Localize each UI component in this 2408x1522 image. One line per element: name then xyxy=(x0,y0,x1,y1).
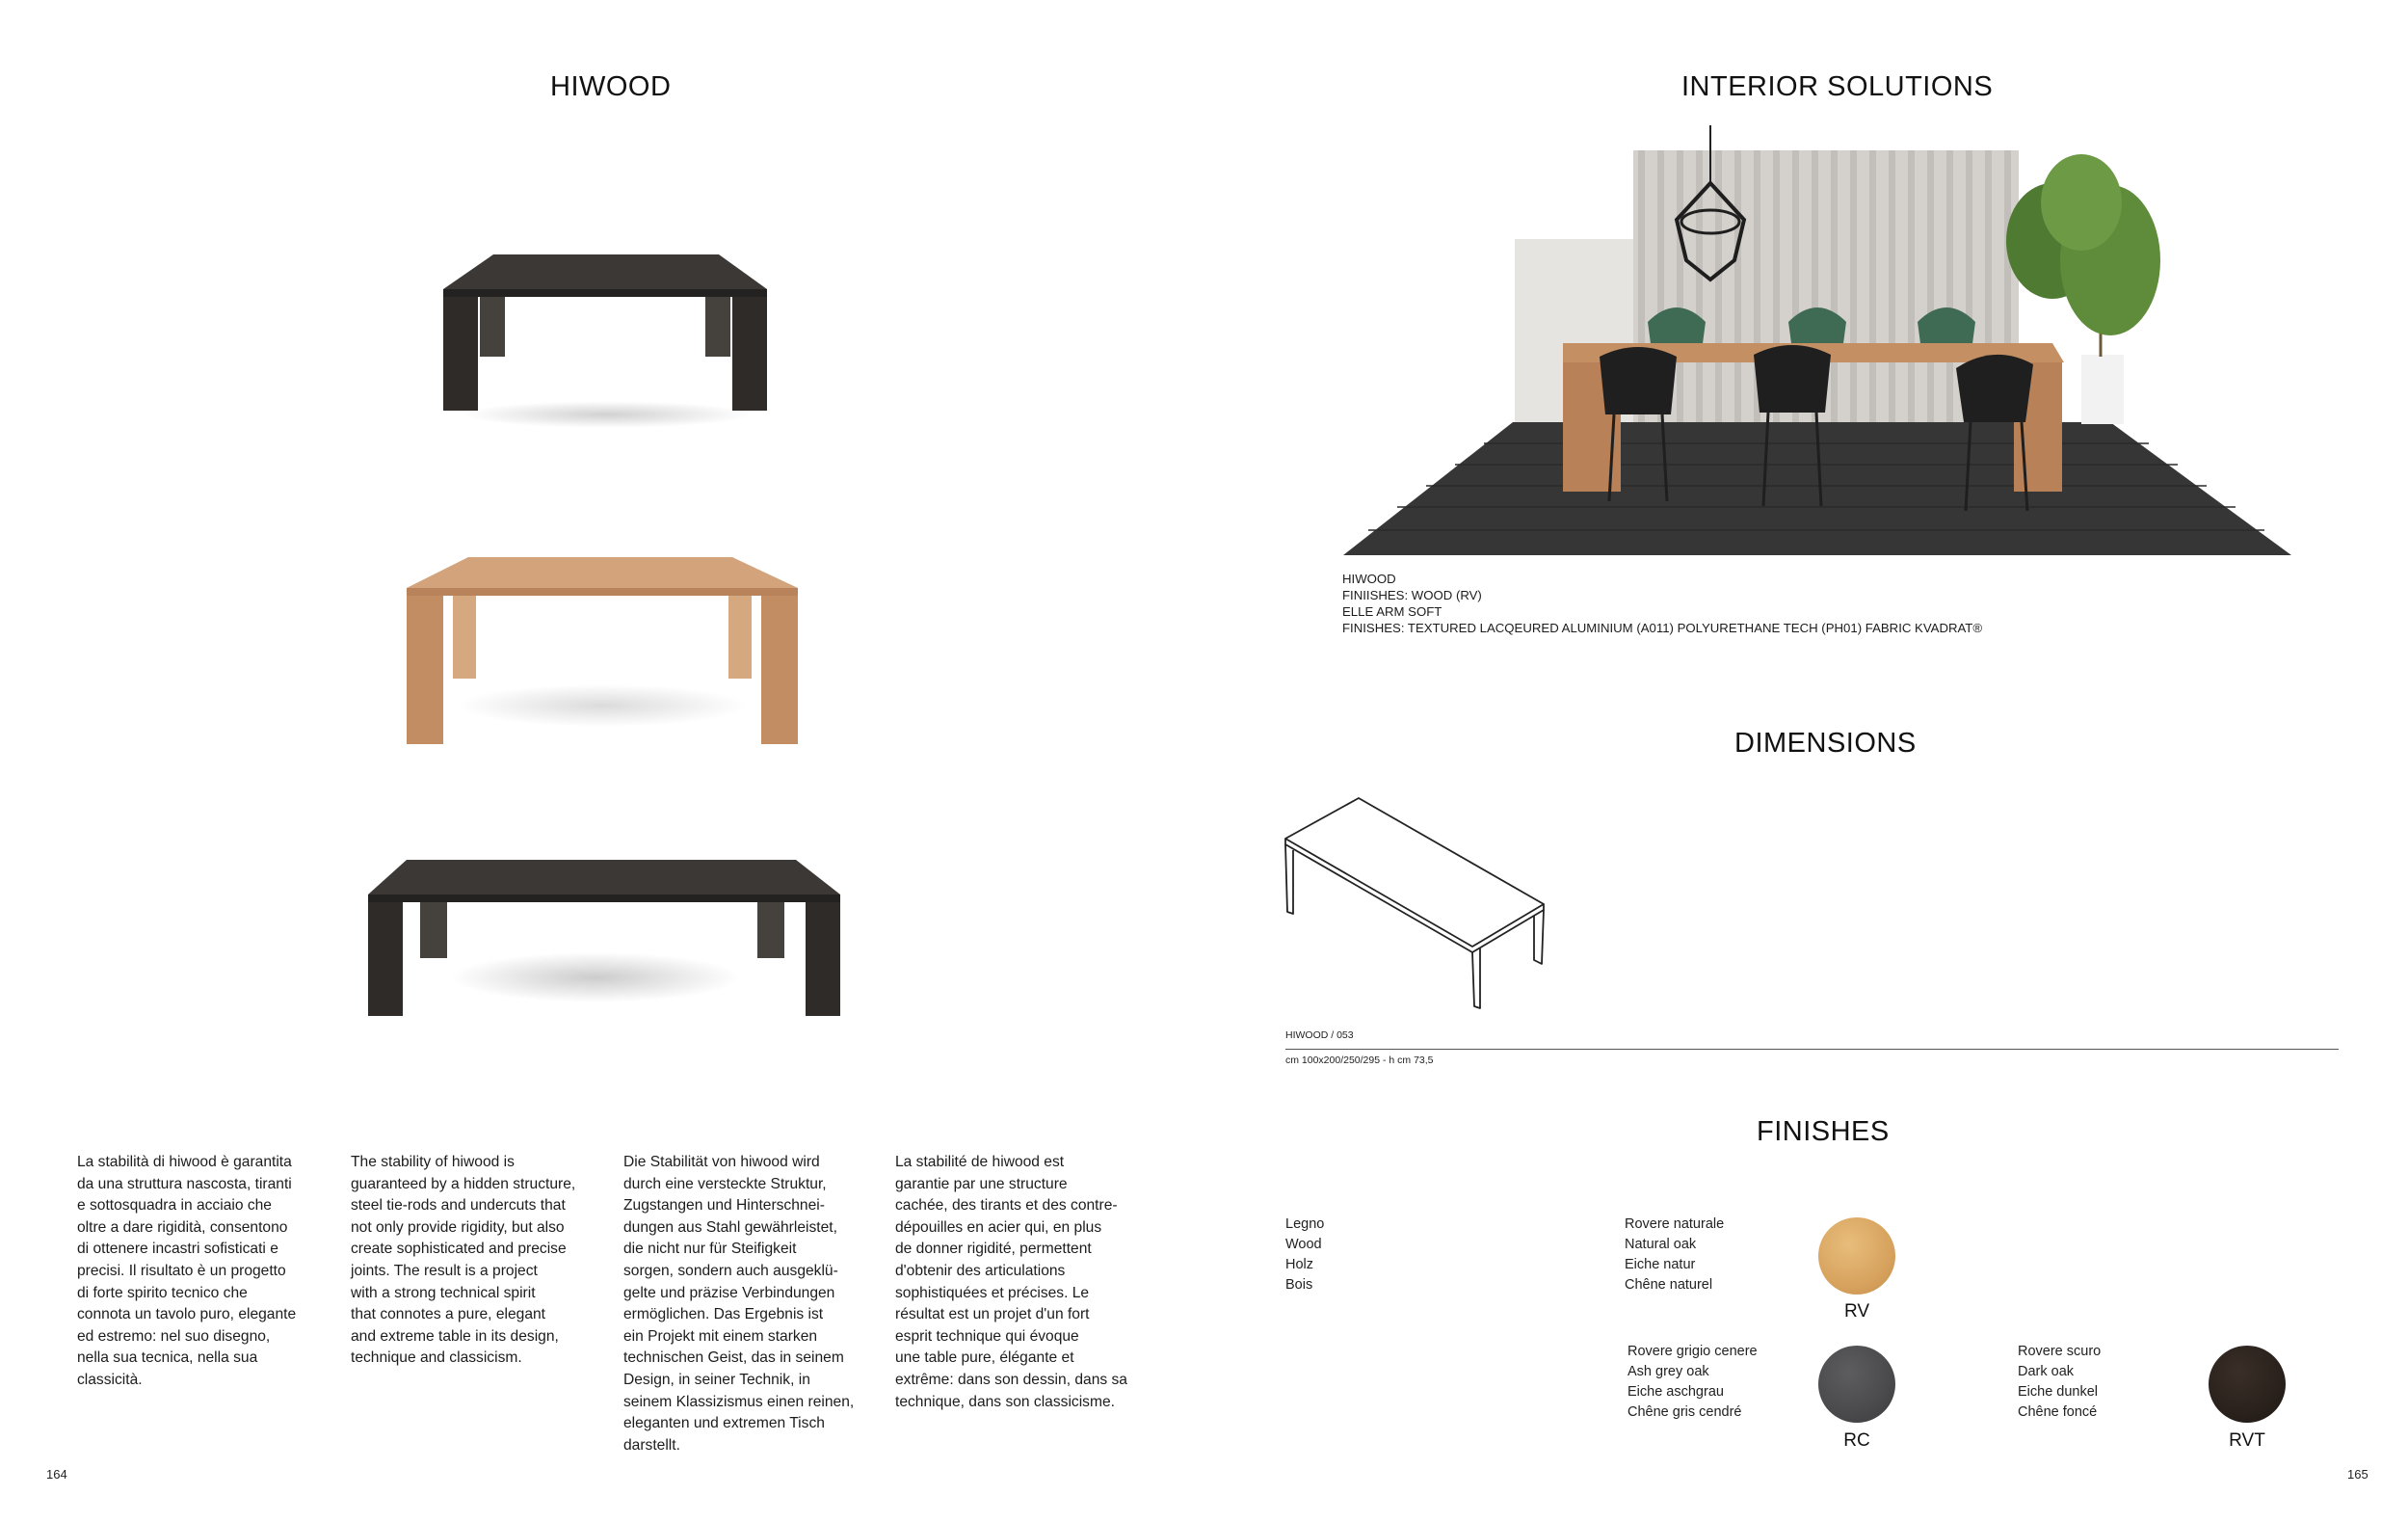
page-number-left: 164 xyxy=(46,1467,67,1482)
finish-name: Eiche dunkel xyxy=(2018,1384,2099,1400)
finish-name: Eiche natur xyxy=(1625,1257,1696,1272)
finish-name: Natural oak xyxy=(1625,1237,1697,1252)
finish-rv-swatch xyxy=(1818,1217,1895,1295)
caption-line: FINISHES: TEXTURED LACQEURED ALUMINIUM (A011) POLYURETHANE TECH (PH01) FABRIC KVADRAT® xyxy=(1342,621,1983,635)
description-fr: La stabilité de hiwood est garantie par une structure cachée, des tirants et des contre- dépouilles en acier qui, en plus de donner rigidité, permettent d'obtenir des articulations sophistiquées et précises. Le résultat est un projet d'un fort esprit technique qui évoque une table pure, élégante et extrême: dans son dessin, dans sa technique, dans son classicisme. xyxy=(895,1154,1127,1410)
finish-name: Rovere scuro xyxy=(2018,1344,2102,1359)
material-line: Legno xyxy=(1285,1216,1325,1232)
table-image-natural-wood xyxy=(403,551,803,744)
caption-line: ELLE ARM SOFT xyxy=(1342,604,1442,619)
material-line: Holz xyxy=(1285,1257,1314,1272)
finish-rvt-code: RVT xyxy=(2229,1430,2265,1451)
page-number-right: 165 xyxy=(2347,1467,2368,1482)
finishes-title: FINISHES xyxy=(1757,1116,1890,1147)
finish-name: Dark oak xyxy=(2018,1364,2075,1379)
divider-line xyxy=(1285,1049,2339,1050)
finish-rc-code: RC xyxy=(1843,1430,1870,1451)
caption-line: FINIISHES: WOOD (RV) xyxy=(1342,588,1482,602)
interior-scene-image xyxy=(1339,125,2293,559)
finish-rc-swatch xyxy=(1818,1346,1895,1423)
finish-rvt-swatch xyxy=(2209,1346,2286,1423)
description-en: The stability of hiwood is guaranteed by a hidden structure, steel tie-rods and undercuts that not only provide rigidity, but also create sophisticated and precise joints. The result is a project with a strong technical spirit that connotes a pure, elegant and extreme table in its design, technique and classicism. xyxy=(351,1154,576,1367)
dimensions-title: DIMENSIONS xyxy=(1734,728,1917,759)
interior-caption xyxy=(1342,571,1982,636)
table-image-dark-square xyxy=(434,241,781,434)
finish-name: Rovere naturale xyxy=(1625,1216,1725,1232)
description-de: Die Stabilität von hiwood wird durch eine versteckte Struktur, Zugstangen und Hinterschnei- dungen aus Stahl gewährleistet, die nicht nur für Steifigkeit sorgen, sondern auch ausgeklü- gelte und präzise Verbindungen ermöglichen. Das Ergebnis ist ein Projekt mit einem starken technischen Geist, das in seinem Design, in seiner Technik, in seinem Klassizismus einen reinen, eleganten und extremen Tisch darstellt. xyxy=(623,1154,855,1454)
finish-rv-names xyxy=(1625,1215,1724,1295)
finish-rvt-names xyxy=(2018,1342,2101,1423)
description-it: La stabilità di hiwood è garantita da una struttura nascosta, tiranti e sottosquadra in acciaio che oltre a dare rigidità, consentono di ottenere incastri sofisticati e precisi. Il risultato è un progetto di forte spirito tecnico che connota un tavolo puro, elegante ed estremo: nel suo disegno, nella sua tecnica, nella sua classicità. xyxy=(77,1154,297,1388)
finish-name: Rovere grigio cenere xyxy=(1627,1344,1758,1359)
model-dimensions: cm 100x200/250/295 - h cm 73,5 xyxy=(1285,1055,1434,1066)
table-line-drawing xyxy=(1282,792,1551,1012)
finish-name: Ash grey oak xyxy=(1627,1364,1709,1379)
table-image-dark-long xyxy=(364,856,846,1020)
model-code: HIWOOD / 053 xyxy=(1285,1029,1354,1041)
finish-name: Eiche aschgrau xyxy=(1627,1384,1724,1400)
finish-name: Chêne foncé xyxy=(2018,1404,2098,1420)
finish-rv-code: RV xyxy=(1843,1301,1870,1322)
interior-solutions-title: INTERIOR SOLUTIONS xyxy=(1681,71,1994,102)
material-line: Bois xyxy=(1285,1277,1313,1293)
finish-name: Chêne gris cendré xyxy=(1627,1404,1742,1420)
material-line: Wood xyxy=(1285,1237,1322,1252)
finish-rc-names xyxy=(1627,1342,1758,1423)
finish-name: Chêne naturel xyxy=(1625,1277,1713,1293)
material-list xyxy=(1285,1215,1324,1295)
page-title: HIWOOD xyxy=(550,71,672,102)
caption-line: HIWOOD xyxy=(1342,572,1396,586)
